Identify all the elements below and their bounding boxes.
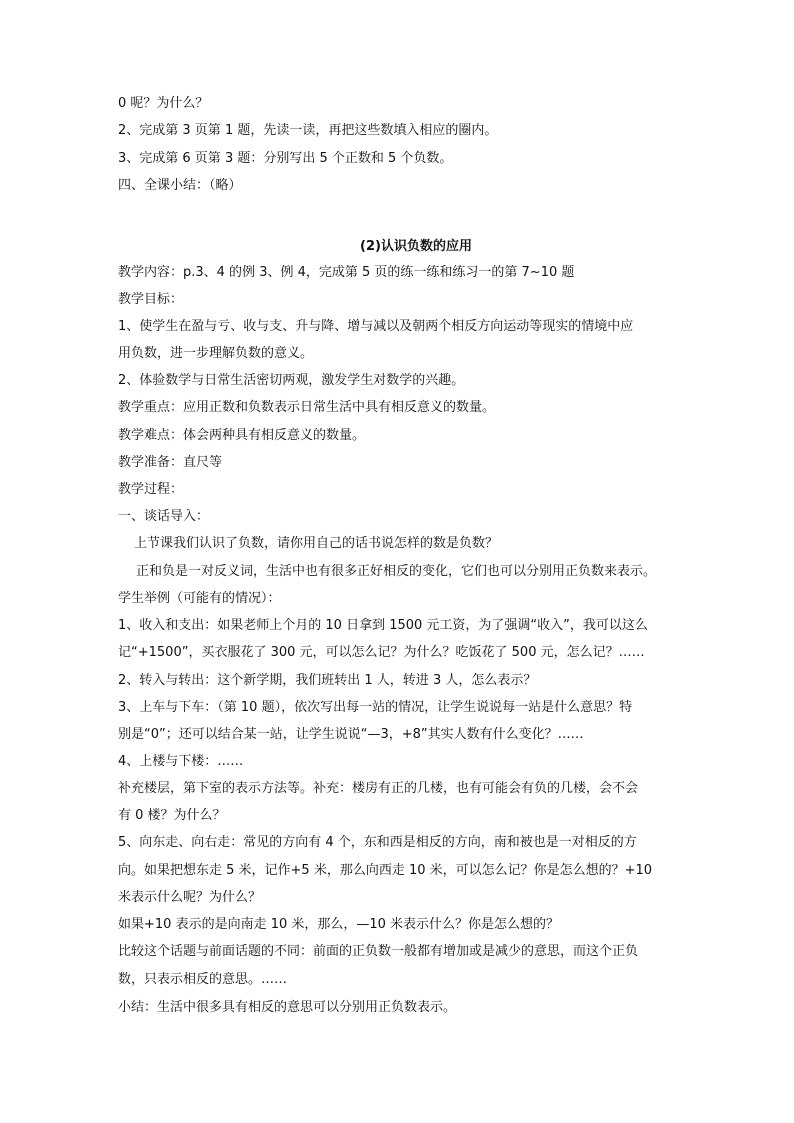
text-line: 上节课我们认识了负数，请你用自己的话书说怎样的数是负数？ [134,536,499,551]
text-line: 2、完成第 3 页第 1 题，先读一读，再把这些数填入相应的圈内。 [118,123,498,138]
text-line: 1、收入和支出：如果老师上个月的 10 日拿到 1500 元工资，为了强调“收入”，我可以这么 [118,618,648,633]
text-line: 数，只表示相反的意思。…… [118,972,288,987]
text-line: 教学重点：应用正数和负数表示日常生活中具有相反意义的数量。 [118,400,496,415]
text-line: 如果+10 表示的是向南走 10 米，那么，—10 米表示什么？你是怎么想的？ [118,917,560,932]
text-line: 5、向东走、向右走：常见的方向有 4 个，东和西是相反的方向，南和被也是一对相反的方 [118,835,637,850]
text-line: 向。如果把想东走 5 米，记作+5 米，那么向西走 10 米，可以怎么记？你是怎么想的？+10 [118,863,653,878]
text-line: 0 呢？为什么？ [118,96,209,111]
text-line: 别是“0”；还可以结合某一站，让学生说说“—3，+8”其实人数有什么变化？…… [118,727,584,742]
text-line: 米表示什么呢？为什么？ [118,890,262,905]
text-line: 正和负是一对反义词，生活中也有很多正好相反的变化，它们也可以分别用正负数来表示。 [136,564,657,579]
text-line: 2、体验数学与日常生活密切两观，激发学生对数学的兴趣。 [118,373,465,388]
section-title [0,238,794,256]
text-line: 教学目标： [118,292,184,307]
text-line: 补充楼层，第下室的表示方法等。补充：楼房有正的几楼，也有可能会有负的几楼，会不会 [118,781,639,796]
text-line: 教学难点：体会两种具有相反意义的数量。 [118,428,366,443]
text-line: 比较这个话题与前面话题的不同：前面的正负数一般都有增加或是减少的意思，而这个正负 [118,944,639,959]
text-line: 3、上车与下车：（第 10 题），依次写出每一站的情况，让学生说说每一站是什么意思？特 [118,700,633,715]
text-line: 4、上楼与下楼：…… [118,754,244,769]
text-line: 有 0 楼？为什么？ [118,808,226,823]
text-line: 教学准备：直尺等 [118,455,223,470]
text-line: 四、全课小结：（略） [118,178,242,193]
text-line: 用负数，进一步理解负数的意义。 [118,346,314,361]
text-line: 3、完成第 6 页第 3 题：分别写出 5 个正数和 5 个负数。 [118,151,453,166]
section-title-text: (2)认识负数的应用 [360,239,472,254]
text-line: 教学内容：p.3、4 的例 3、例 4，完成第 5 页的练一练和练习一的第 7~10 题 [118,265,575,280]
text-line: 1、使学生在盈与亏、收与支、升与降、增与减以及朝两个相反方向运动等现实的情境中应 [118,319,634,334]
text-line: 小结：生活中很多具有相反的意思可以分别用正负数表示。 [118,1000,457,1015]
text-line: 教学过程： [118,482,184,497]
text-line: 2、转入与转出：这个新学期，我们班转出 1 人，转进 3 人，怎么表示？ [118,673,537,688]
text-line: 学生举例（可能有的情况）： [118,591,281,606]
text-line: 一、谈话导入： [118,509,210,524]
text-line: 记“+1500”，买衣服花了 300 元，可以怎么记？为什么？吃饭花了 500 元，怎么记？…… [118,645,645,660]
